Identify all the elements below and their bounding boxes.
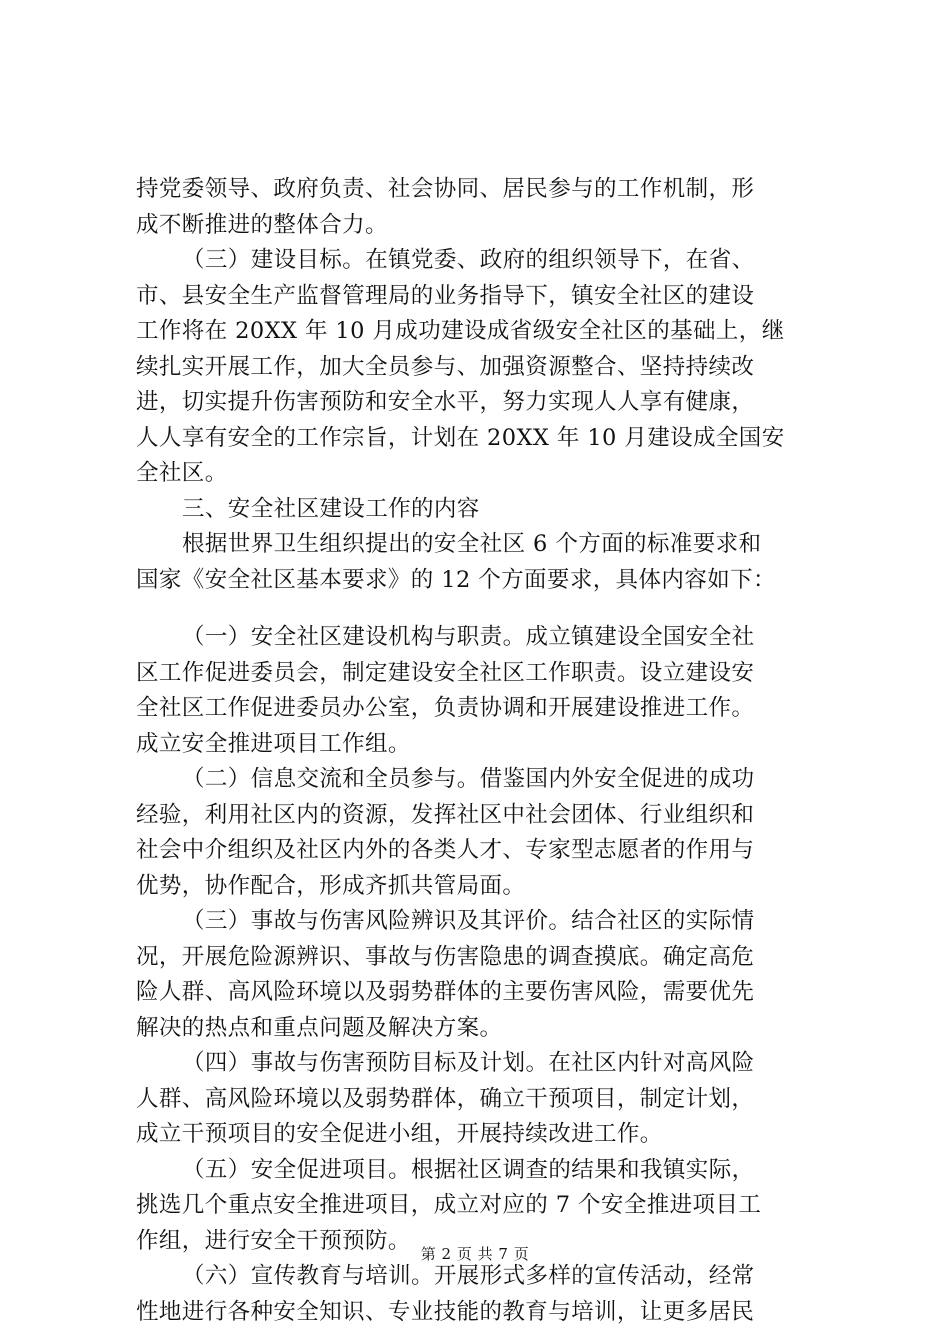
text-line: 优势，协作配合，形成齐抓共管局面。	[136, 872, 526, 899]
text-line: 挑选几个重点安全推进项目，成立对应的 7 个安全推进项目工	[136, 1192, 762, 1218]
text-line: 成不断推进的整体合力。	[136, 211, 388, 238]
text-line: 性地进行各种安全知识、专业技能的教育与培训，让更多居民	[136, 1298, 755, 1325]
text-line: 成立安全推进项目工作组。	[136, 730, 411, 757]
text-line: 工作将在 20XX 年 10 月成功建设成省级安全社区的基础上，继	[136, 318, 785, 344]
text-line: 进，切实提升伤害预防和安全水平，努力实现人人享有健康，	[136, 389, 755, 415]
text-line: （四）事故与伤害预防目标及计划。在社区内针对高风险	[182, 1050, 755, 1076]
text-line: 根据世界卫生组织提出的安全社区 6 个方面的标准要求和	[182, 531, 762, 557]
text-line: （五）安全促进项目。根据社区调查的结果和我镇实际，	[182, 1156, 755, 1183]
text-line: 险人群、高风险环境以及弱势群体的主要伤害风险，需要优先	[136, 979, 755, 1005]
text-line: 社会中介组织及社区内外的各类人才、专家型志愿者的作用与	[136, 837, 755, 863]
text-line: 市、县安全生产监督管理局的业务指导下，镇安全社区的建设	[136, 282, 755, 309]
text-line: 成立干预项目的安全促进小组，开展持续改进工作。	[136, 1121, 663, 1147]
text-line: 经验，利用社区内的资源，发挥社区中社会团体、行业组织和	[136, 801, 755, 828]
document-body	[136, 172, 836, 1330]
text-line: 续扎实开展工作，加大全员参与、加强资源整合、坚持持续改	[136, 353, 755, 380]
text-line: 作组，进行安全干预预防。	[136, 1227, 411, 1254]
text-line: 国家《安全社区基本要求》的 12 个方面要求，具体内容如下：	[136, 566, 776, 593]
text-line: （六）宣传教育与培训。开展形式多样的宣传活动，经常	[182, 1263, 755, 1289]
text-line: 全社区工作促进委员办公室，负责协调和开展建设推进工作。	[136, 695, 755, 721]
text-line: 人群、高风险环境以及弱势群体，确立干预项目，制定计划，	[136, 1085, 755, 1112]
text-line: 人人享有安全的工作宗旨，计划在 20XX 年 10 月建设成全国安	[136, 424, 785, 451]
page-number-footer: 第 2 页 共 7 页	[420, 1245, 530, 1263]
text-line: 解决的热点和重点问题及解决方案。	[136, 1014, 503, 1041]
text-line: 况，开展危险源辨识、事故与伤害隐患的调查摸底。确定高危	[136, 943, 755, 970]
text-line: （三）建设目标。在镇党委、政府的组织领导下，在省、	[182, 247, 755, 273]
text-line: 持党委领导、政府负责、社会协同、居民参与的工作机制，形	[136, 176, 755, 202]
text-line: （三）事故与伤害风险辨识及其评价。结合社区的实际情	[182, 908, 755, 934]
text-line: 区工作促进委员会，制定建设安全社区工作职责。设立建设安	[136, 659, 755, 686]
text-line: （二）信息交流和全员参与。借鉴国内外安全促进的成功	[182, 766, 755, 792]
text-line: 全社区。	[136, 460, 228, 486]
paragraph-gap	[136, 598, 836, 620]
section-heading: 三、安全社区建设工作的内容	[182, 495, 480, 522]
text-line: （一）安全社区建设机构与职责。成立镇建设全国安全社	[182, 624, 755, 650]
